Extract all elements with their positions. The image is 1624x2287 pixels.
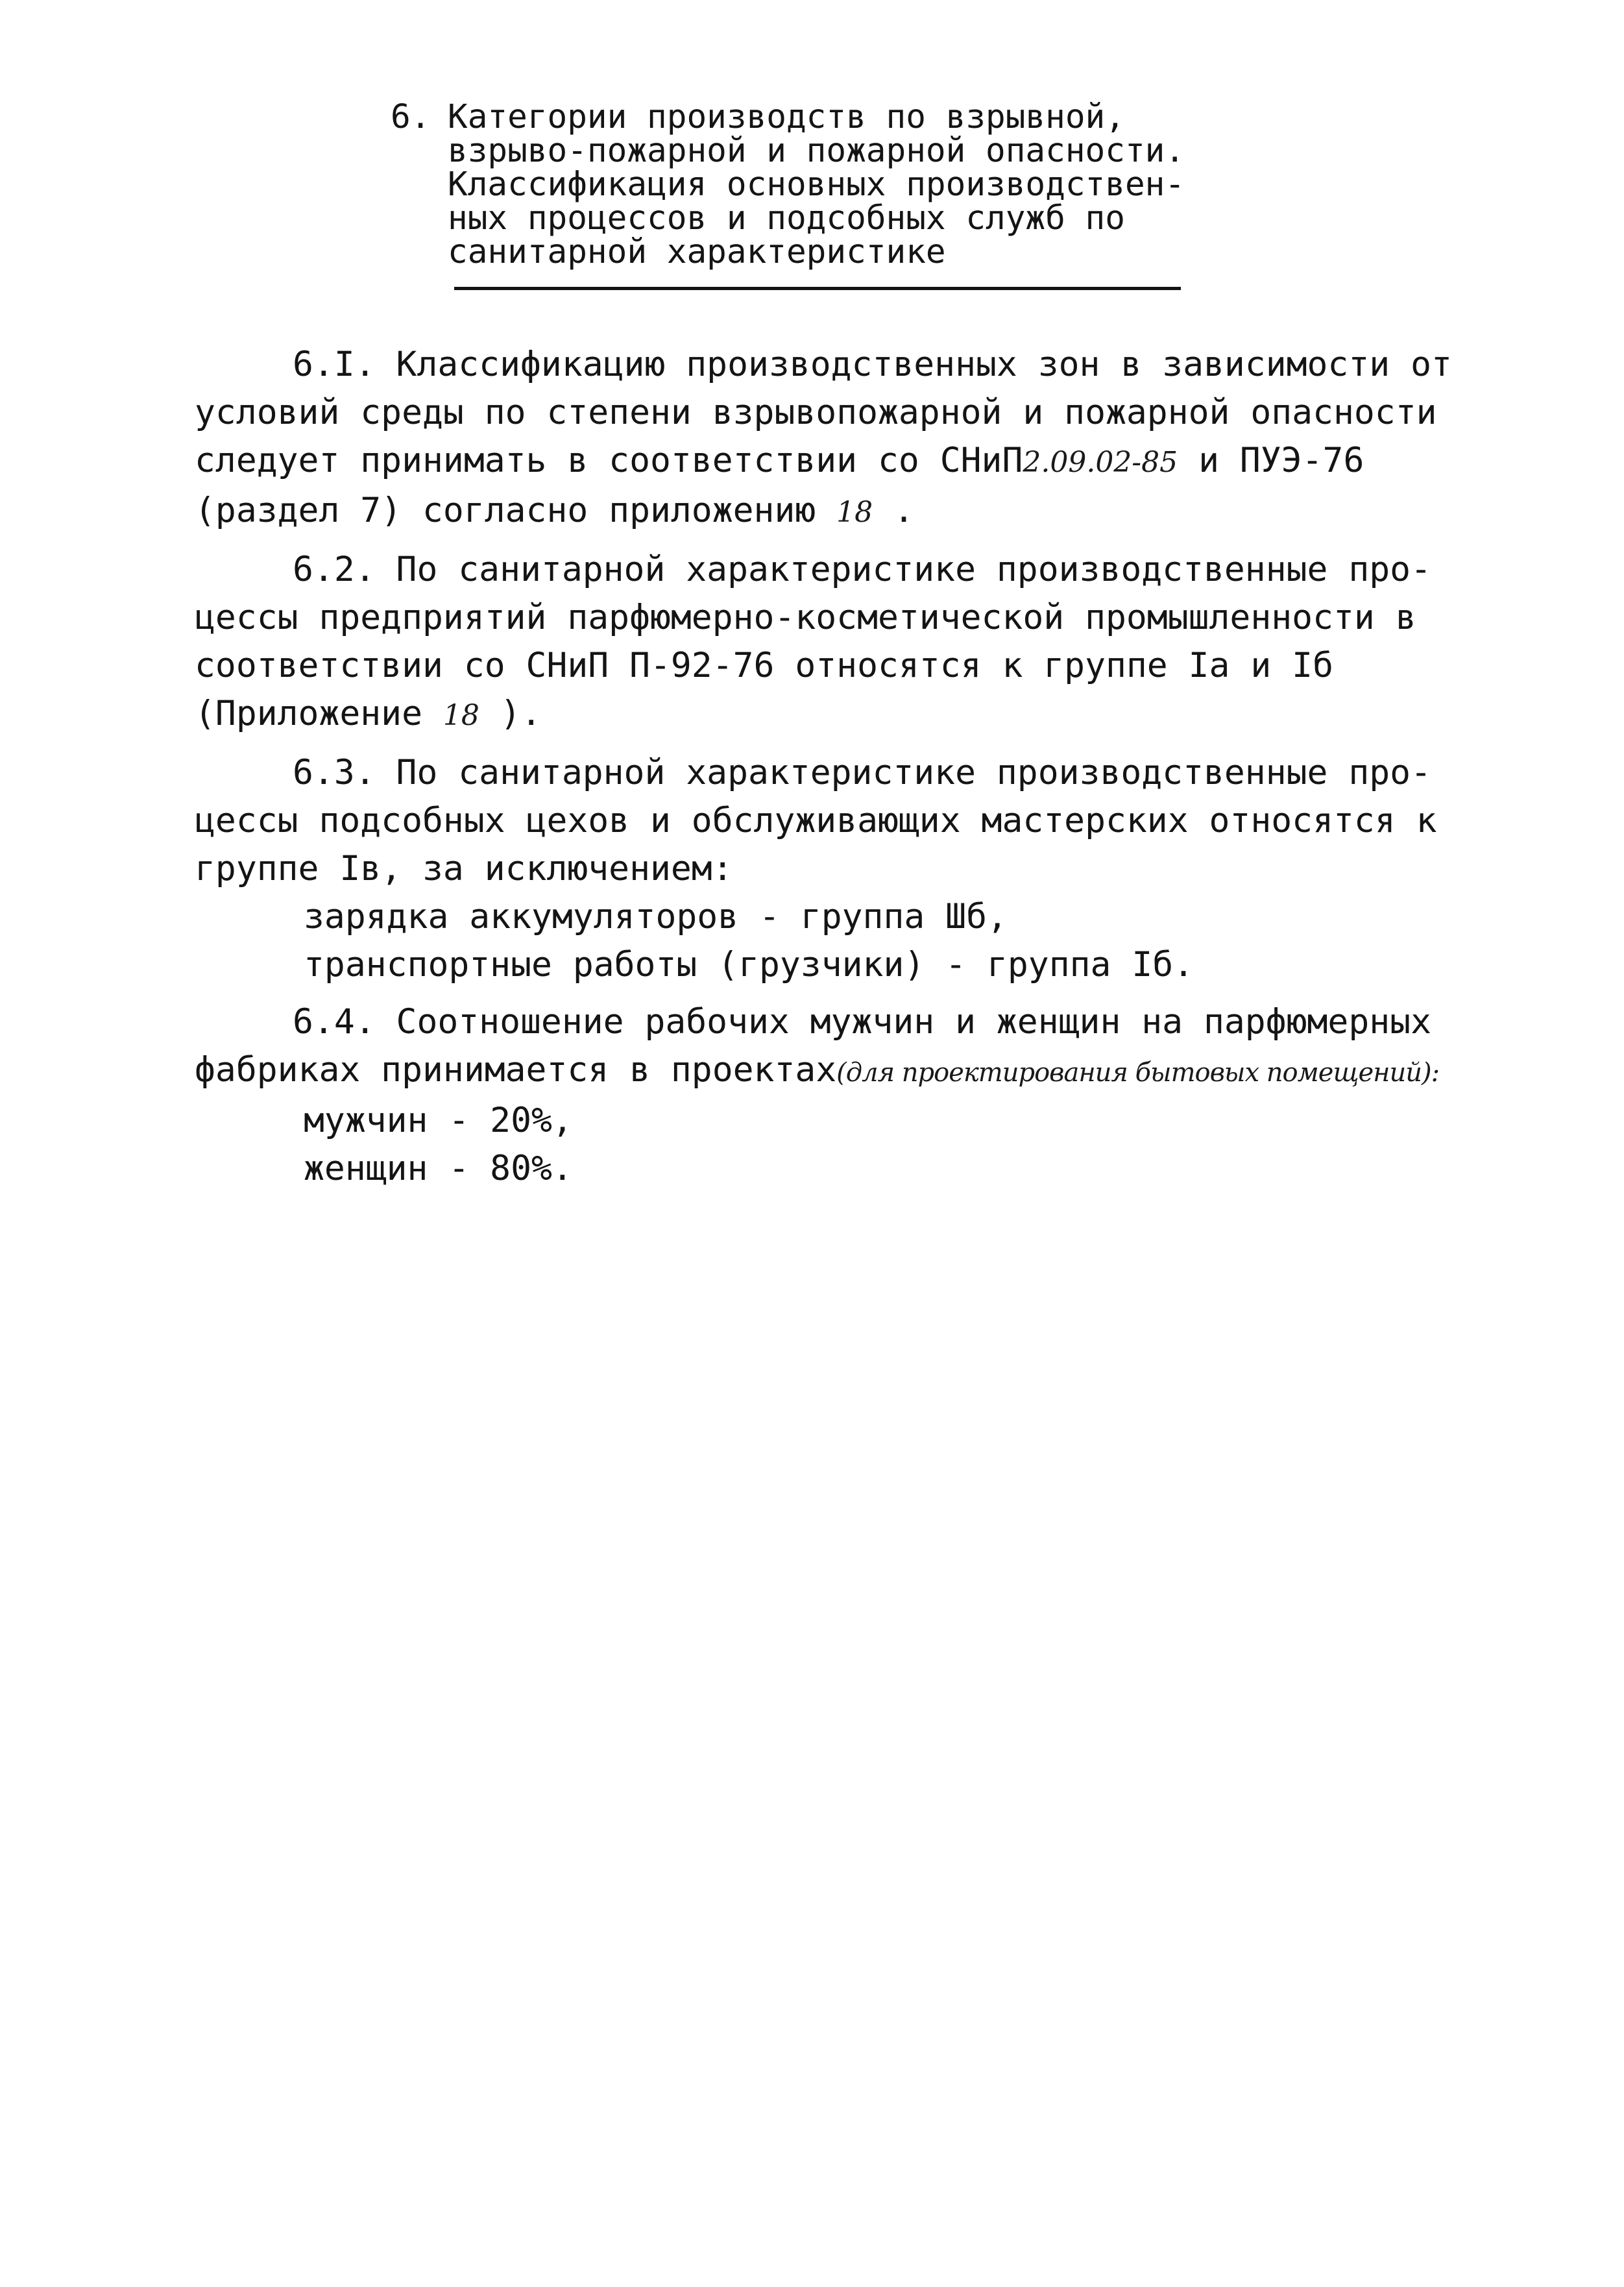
handwritten-appendix-number: 18 xyxy=(836,496,873,529)
handwritten-appendix-number: 18 xyxy=(442,699,479,732)
paragraph-6-3 xyxy=(195,749,1460,989)
paragraph-line: соответствии со СНиП П-92-76 относятся к группе Iа и Iб xyxy=(195,646,1333,685)
heading-line-5: санитарной характеристике xyxy=(448,233,946,271)
paragraph-6-2 xyxy=(195,546,1460,740)
exception-item-2: транспортные работы (грузчики) - группа Iб. xyxy=(304,945,1194,985)
paragraph-line: 6.2. По санитарной характеристике производственные про- xyxy=(293,550,1431,589)
paragraph-6-4 xyxy=(195,998,1460,1193)
paragraph-line: условий среды по степени взрывопожарной и пожарной опасности xyxy=(195,393,1437,432)
heading-line-1: 6. Категории производств по взрывной, xyxy=(391,98,1125,136)
paragraph-line: 6.3. По санитарной характеристике производственные про- xyxy=(293,753,1431,792)
ratio-women: женщин - 80%. xyxy=(304,1149,573,1188)
heading-number: 6. xyxy=(391,98,431,136)
paragraph-line: группе Iв, за исключением: xyxy=(195,849,733,888)
heading-underline xyxy=(454,287,1181,290)
paragraph-line: цессы подсобных цехов и обслуживающих мастерских относятся к xyxy=(195,801,1437,840)
handwritten-standard-number: 2.09.02-85 xyxy=(1023,446,1178,479)
paragraph-line: цессы предприятий парфюмерно-косметической промышленности в xyxy=(195,598,1416,637)
document-body xyxy=(195,341,1460,1193)
paragraph-line: 6.I. Классификацию производственных зон в зависимости от xyxy=(293,345,1452,384)
paragraph-line: (Приложение 18 ). xyxy=(195,694,542,733)
paragraph-line: (раздел 7) согласно приложению 18 . xyxy=(195,491,914,530)
handwritten-note: (для проектирования бытовых помещений): xyxy=(836,1058,1440,1088)
paragraph-line: следует принимать в соответствии со СНиП2.09.02-85 и ПУЭ-76 xyxy=(195,441,1364,480)
paragraph-line: фабриках принимается в проектах(для проектирования бытовых помещений): xyxy=(195,1050,1440,1090)
exception-item-1: зарядка аккумуляторов - группа Шб, xyxy=(304,897,1008,936)
heading-line-2: взрыво-пожарной и пожарной опасности. xyxy=(448,132,1185,170)
heading-line-4: ных процессов и подсобных служб по xyxy=(448,199,1125,238)
heading-line-3: Классификация основных производствен- xyxy=(448,165,1185,204)
paragraph-6-1 xyxy=(195,341,1460,537)
paragraph-line: 6.4. Соотношение рабочих мужчин и женщин на парфюмерных xyxy=(293,1002,1431,1042)
section-heading xyxy=(391,98,1234,271)
ratio-men: мужчин - 20%, xyxy=(304,1101,573,1140)
